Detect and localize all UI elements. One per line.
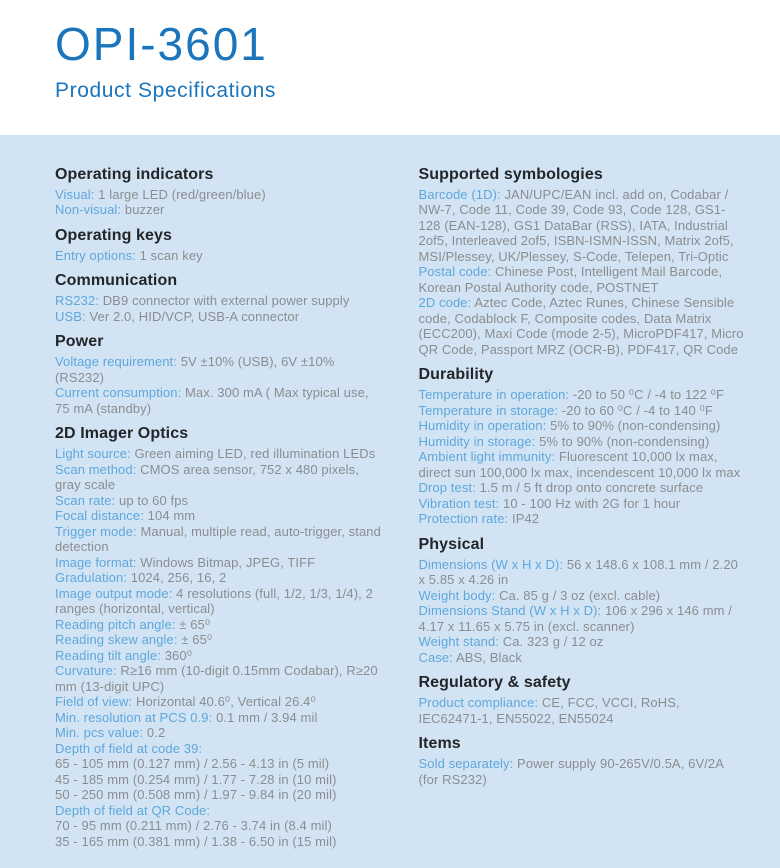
- spec-label: Humidity in operation:: [418, 418, 547, 433]
- spec-value: 65 - 105 mm (0.127 mm) / 2.56 - 4.13 in (5 mil): [55, 756, 330, 771]
- spec-label: Weight stand:: [418, 634, 500, 649]
- spec-row: [419, 434, 746, 450]
- spec-label: Light source:: [55, 446, 131, 461]
- spec-label: Voltage requirement:: [55, 354, 177, 369]
- spec-row: [55, 446, 382, 462]
- spec-row: [419, 756, 746, 787]
- spec-label: Min. resolution at PCS 0.9:: [55, 709, 213, 725]
- spec-row: [419, 588, 746, 604]
- spec-label: Temperature in operation:: [418, 387, 570, 402]
- section-heading: Operating keys: [55, 226, 173, 244]
- section-heading: Operating indicators: [55, 165, 214, 183]
- section-heading: Power: [55, 333, 104, 350]
- spec-section: [419, 536, 746, 666]
- spec-row: [55, 570, 382, 586]
- spec-row: [55, 293, 382, 309]
- section-heading: Items: [418, 735, 461, 752]
- spec-label: Drop test:: [418, 480, 476, 495]
- spec-label: 2D code:: [418, 295, 472, 310]
- spec-label: Scan method:: [55, 461, 137, 477]
- spec-row: [55, 354, 382, 385]
- spec-label: Image format:: [55, 554, 137, 570]
- spec-row: [55, 309, 382, 325]
- spec-label: Barcode (1D):: [418, 186, 501, 202]
- spec-value: ABS, Black: [455, 649, 522, 665]
- spec-label: Ambient light immunity:: [418, 449, 556, 464]
- spec-row: [55, 555, 382, 571]
- spec-label: Current consumption:: [55, 385, 182, 400]
- spec-value: 1 scan key: [139, 247, 203, 263]
- spec-row: [419, 264, 746, 295]
- spec-row: [419, 295, 746, 357]
- spec-value: Horizontal 40.6⁰, Vertical 26.4⁰: [135, 694, 316, 709]
- spec-value: 35 - 165 mm (0.381 mm) / 1.38 - 6.50 in (15 mil): [55, 833, 337, 849]
- spec-row: [419, 449, 746, 480]
- specifications-panel: [0, 135, 780, 868]
- spec-label: RS232:: [55, 293, 99, 308]
- spec-value: DB9 connector with external power supply: [102, 293, 350, 308]
- spec-value: Manual, multiple read, auto-trigger, stand detection: [55, 523, 381, 554]
- spec-value: buzzer: [124, 202, 165, 217]
- page-subtitle: Product Specifications: [55, 79, 276, 102]
- spec-label: Protection rate:: [418, 511, 509, 526]
- spec-row: [55, 202, 382, 218]
- section-heading: Supported symbologies: [418, 165, 603, 183]
- spec-row: [419, 695, 746, 726]
- spec-section: [55, 425, 382, 849]
- section-heading: Durability: [418, 366, 494, 383]
- spec-label: Humidity in storage:: [418, 433, 536, 449]
- spec-label: Weight body:: [418, 587, 496, 603]
- spec-value: 56 x 148.6 x 108.1 mm / 2.20 x 5.85 x 4.26 in: [418, 556, 738, 587]
- spec-column-left: [55, 166, 382, 859]
- spec-value: Windows Bitmap, JPEG, TIFF: [140, 554, 316, 570]
- spec-label: Visual:: [55, 186, 95, 202]
- spec-row: [55, 787, 382, 803]
- spec-value: 106 x 296 x 146 mm / 4.17 x 11.65 x 5.75 in (excl. scanner): [418, 603, 733, 634]
- spec-label: Depth of field at code 39:: [55, 740, 203, 756]
- spec-row: [55, 508, 382, 524]
- spec-section: [55, 166, 382, 218]
- spec-label: Entry options:: [55, 247, 136, 263]
- spec-label: Min. pcs value:: [55, 725, 144, 740]
- spec-value: -20 to 50 ⁰C / -4 to 122 ⁰F: [572, 387, 725, 402]
- spec-column-right: [419, 166, 746, 859]
- spec-row: [55, 632, 382, 648]
- spec-value: CMOS area sensor, 752 x 480 pixels, gray scale: [55, 461, 359, 492]
- spec-section: [419, 735, 746, 787]
- spec-value: 45 - 185 mm (0.254 mm) / 1.77 - 7.28 in (10 mil): [55, 771, 337, 787]
- spec-row: [55, 834, 382, 850]
- spec-value: 1.5 m / 5 ft drop onto concrete surface: [479, 480, 704, 495]
- spec-value: CE, FCC, VCCI, RoHS, IEC62471-1, EN55022, EN55024: [418, 695, 680, 726]
- spec-value: Max. 300 mA ( Max typical use, 75 mA (standby): [55, 385, 369, 416]
- spec-row: [55, 648, 382, 664]
- spec-row: [55, 462, 382, 493]
- spec-row: [419, 418, 746, 434]
- spec-value: R≥16 mm (10-digit 0.15mm Codabar), R≥20 mm (13-digit UPC): [55, 663, 378, 694]
- spec-value: 5% to 90% (non-condensing): [539, 433, 710, 449]
- spec-label: Temperature in storage:: [418, 402, 559, 418]
- spec-value: Ca. 85 g / 3 oz (excl. cable): [499, 587, 661, 603]
- spec-label: Case:: [418, 649, 453, 665]
- section-heading: Regulatory & safety: [418, 674, 571, 691]
- section-heading: 2D Imager Optics: [55, 425, 189, 442]
- spec-section: [419, 366, 746, 527]
- product-title: OPI-3601: [55, 18, 268, 70]
- spec-value: 1024, 256, 16, 2: [130, 570, 227, 585]
- spec-row: [419, 557, 746, 588]
- spec-label: Trigger mode:: [55, 523, 137, 539]
- spec-row: [419, 603, 746, 634]
- spec-row: [55, 694, 382, 710]
- spec-value: 360⁰: [164, 647, 193, 663]
- spec-row: [55, 493, 382, 509]
- spec-value: IP42: [511, 511, 540, 526]
- spec-value: Ca. 323 g / 12 oz: [502, 634, 604, 649]
- spec-label: Focal distance:: [55, 508, 144, 523]
- spec-row: [419, 650, 746, 666]
- spec-label: Sold separately:: [418, 756, 514, 771]
- spec-value: 10 - 100 Hz with 2G for 1 hour: [502, 495, 681, 511]
- spec-row: [55, 187, 382, 203]
- spec-value: 5V ±10% (USB), 6V ±10% (RS232): [55, 354, 335, 385]
- spec-label: Dimensions Stand (W x H x D):: [418, 603, 602, 618]
- spec-value: JAN/UPC/EAN incl. add on, Codabar / NW-7, Code 11, Code 39, Code 93, Code 128, GS1-128 (EAN-128), GS1 DataBar (RSS), IATA, Industrial 2of5, Interleaved 2of5, ISBN-ISMN-ISSN, Matrix 2of5, MSI/Plessey, UK/Plessey, S-Code, Telepen, Tri-Optic: [418, 186, 734, 264]
- spec-row: [419, 511, 746, 527]
- spec-label: Postal code:: [418, 264, 492, 279]
- spec-value: 0.1 mm / 3.94 mil: [216, 709, 318, 725]
- spec-section: [419, 674, 746, 726]
- spec-row: [55, 803, 382, 819]
- spec-section: [55, 333, 382, 416]
- spec-row: [55, 586, 382, 617]
- page-header: [0, 0, 780, 135]
- spec-row: [419, 387, 746, 403]
- spec-label: Curvature:: [55, 663, 117, 678]
- section-heading: Communication: [55, 272, 178, 289]
- spec-value: ± 65⁰: [179, 616, 211, 632]
- spec-label: USB:: [55, 308, 86, 324]
- spec-section: [55, 272, 382, 324]
- spec-row: [419, 403, 746, 419]
- spec-row: [55, 756, 382, 772]
- spec-value: 50 - 250 mm (0.508 mm) / 1.97 - 9.84 in (20 mil): [55, 787, 337, 802]
- spec-label: Vibration test:: [418, 495, 500, 511]
- spec-value: Power supply 90-265V/0.5A, 6V/2A (for RS232): [418, 756, 724, 787]
- spec-row: [55, 248, 382, 264]
- spec-value: 0.2: [146, 725, 166, 740]
- spec-value: 70 - 95 mm (0.211 mm) / 2.76 - 3.74 in (8.4 mil): [55, 818, 332, 833]
- spec-section: [55, 227, 382, 264]
- spec-value: Green aiming LED, red illumination LEDs: [134, 446, 376, 461]
- spec-row: [55, 663, 382, 694]
- spec-label: Reading tilt angle:: [55, 647, 161, 663]
- spec-row: [55, 772, 382, 788]
- spec-value: ± 65⁰: [181, 632, 213, 647]
- spec-label: Image output mode:: [55, 585, 173, 601]
- spec-row: [55, 385, 382, 416]
- spec-row: [55, 524, 382, 555]
- spec-label: Depth of field at QR Code:: [55, 802, 211, 818]
- spec-row: [419, 634, 746, 650]
- spec-value: Chinese Post, Intelligent Mail Barcode, Korean Postal Authority code, POSTNET: [418, 264, 723, 295]
- spec-value: -20 to 60 ⁰C / -4 to 140 ⁰F: [561, 402, 713, 418]
- spec-value: Aztec Code, Aztec Runes, Chinese Sensible code, Codablock F, Composite codes, Data Matrix (ECC200), Maxi Code (mode 2-5), MicroPDF417, Micro QR Code, Passport MRZ (OCR-B), PDF417, QR Code: [418, 295, 744, 357]
- spec-label: Non-visual:: [55, 202, 122, 217]
- spec-row: [55, 725, 382, 741]
- spec-label: Scan rate:: [55, 492, 116, 508]
- spec-row: [419, 187, 746, 265]
- spec-row: [419, 480, 746, 496]
- spec-row: [419, 496, 746, 512]
- spec-value: Ver 2.0, HID/VCP, USB-A connector: [89, 308, 300, 324]
- spec-value: 104 mm: [147, 508, 196, 523]
- spec-label: Field of view:: [55, 694, 133, 709]
- spec-row: [55, 617, 382, 633]
- spec-row: [55, 818, 382, 834]
- spec-row: [55, 741, 382, 757]
- spec-value: 5% to 90% (non-condensing): [550, 418, 721, 433]
- spec-label: Reading skew angle:: [55, 632, 178, 647]
- spec-label: Gradulation:: [55, 570, 128, 585]
- spec-value: up to 60 fps: [118, 492, 189, 508]
- spec-row: [55, 710, 382, 726]
- spec-value: 4 resolutions (full, 1/2, 1/3, 1/4), 2 ranges (horizontal, vertical): [55, 585, 373, 616]
- spec-value: 1 large LED (red/green/blue): [98, 186, 266, 202]
- spec-label: Reading pitch angle:: [55, 616, 176, 632]
- spec-section: [419, 166, 746, 358]
- spec-label: Dimensions (W x H x D):: [418, 556, 564, 572]
- spec-label: Product compliance:: [418, 695, 539, 710]
- spec-value: Fluorescent 10,000 lx max, direct sun 100,000 lx max, incendescent 10,000 lx max: [418, 449, 741, 480]
- section-heading: Physical: [418, 535, 485, 553]
